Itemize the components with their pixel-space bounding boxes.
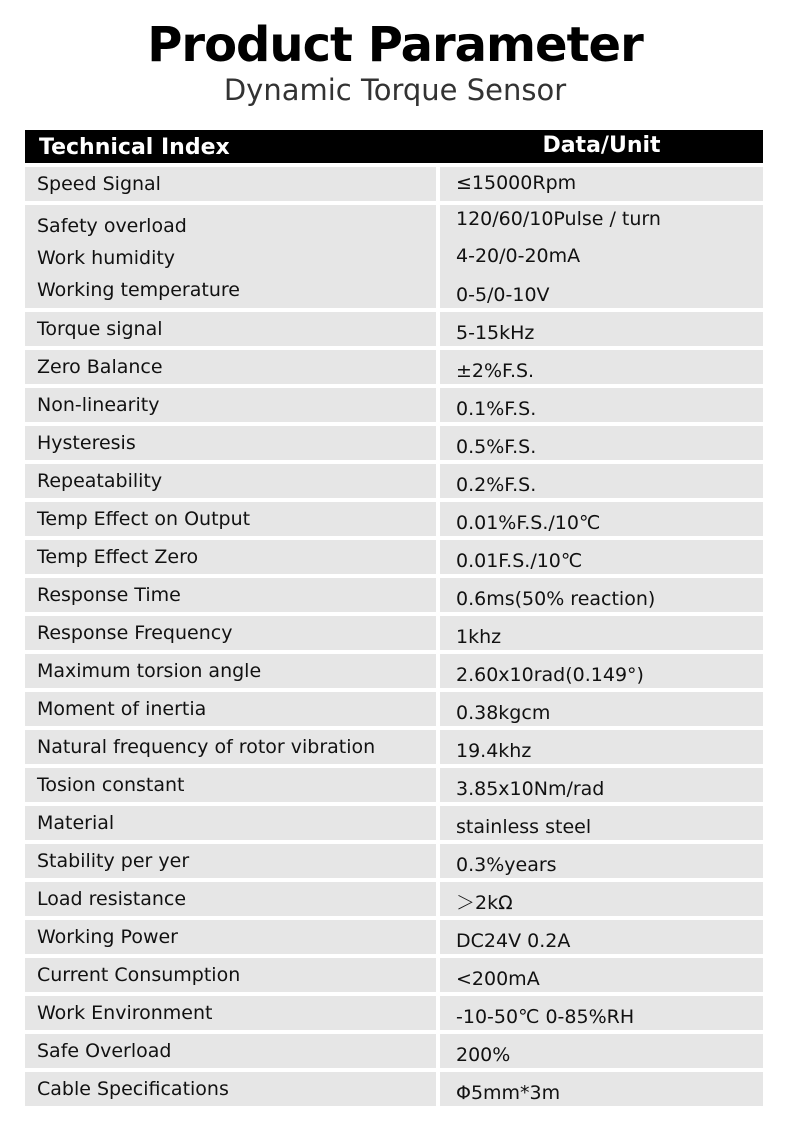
row-label-cell [25,616,436,650]
table-row [25,844,763,878]
row-label-cell [25,1034,436,1068]
row-value: 19.4khz [456,740,532,762]
row-label: Response Time [37,584,181,606]
row-label-cell [25,312,436,346]
row-value-cell [440,654,763,688]
row-label-cell [25,502,436,536]
table-row [25,312,763,346]
page-subtitle: Dynamic Torque Sensor [223,73,567,107]
table-row [25,464,763,498]
row-label: Repeatability [37,470,163,492]
row-label: Work humidity [37,247,176,269]
row-value: 0.2%F.S. [456,474,537,496]
row-value-cell [440,426,763,460]
row-label-cell [25,426,436,460]
row-label: Temp Effect Zero [37,546,199,568]
row-label-cell [25,350,436,384]
row-value-cell [440,996,763,1030]
parameter-table [25,130,763,1110]
row-label-cell [25,844,436,878]
row-label-cell [25,464,436,498]
row-label: Non-linearity [37,394,160,416]
header-data-unit: Data/Unit [542,133,661,158]
row-value: 200% [456,1044,511,1066]
table-row [25,1034,763,1068]
row-label: Tosion constant [37,774,185,796]
row-label-cell [25,654,436,688]
row-value-cell [440,464,763,498]
table-row [25,768,763,802]
row-label: Maximum torsion angle [37,660,262,682]
row-value: 2.60x10rad(0.149°) [456,664,644,686]
table-row [25,730,763,764]
table-row [25,426,763,460]
row-label: Safety overload [37,215,187,237]
row-label: Hysteresis [37,432,136,454]
row-value: -10-50℃ 0-85%RH [456,1006,635,1028]
row-label-cell [25,167,436,201]
row-value: 120/60/10Pulse / turn [456,208,661,230]
row-label-cell [25,920,436,954]
row-value: ≤15000Rpm [456,172,577,194]
row-value-cell [440,388,763,422]
row-value: 0-5/0-10V [456,284,550,306]
table-row [25,1072,763,1106]
row-label-cell [25,996,436,1030]
row-value: 0.01%F.S./10℃ [456,512,601,534]
row-label-cell [25,730,436,764]
row-value: 0.1%F.S. [456,398,537,420]
row-value-cell [440,205,763,308]
page-title: Product Parameter [147,17,643,73]
row-value-cell [440,167,763,201]
row-value: ＞2kΩ [456,892,513,914]
row-value: ±2%F.S. [456,360,535,382]
table-row [25,502,763,536]
row-value-cell [440,882,763,916]
table-row [25,654,763,688]
row-value-cell [440,502,763,536]
header-technical-index: Technical Index [39,135,230,160]
row-label-cell [25,958,436,992]
row-label-cell [25,1072,436,1106]
row-value-cell [440,958,763,992]
row-value-cell [440,730,763,764]
row-label: Stability per yer [37,850,190,872]
row-value: 1khz [456,626,502,648]
row-label: Work Environment [37,1002,213,1024]
row-value: 0.3%years [456,854,557,876]
table-row-group [25,205,763,308]
table-row [25,958,763,992]
row-value: 0.38kgcm [456,702,551,724]
table-row [25,388,763,422]
row-label: Temp Effect on Output [37,508,251,530]
row-label: Response Frequency [37,622,233,644]
row-label: Natural frequency of rotor vibration [37,736,376,758]
row-label: Working Power [37,926,178,948]
row-label: Zero Balance [37,356,163,378]
table-row [25,806,763,840]
row-label: Material [37,812,115,834]
row-label: Moment of inertia [37,698,207,720]
table-row [25,167,763,201]
row-label: Load resistance [37,888,187,910]
table-row [25,540,763,574]
table-row [25,578,763,612]
row-label: Safe Overload [37,1040,172,1062]
row-value: 3.85x10Nm/rad [456,778,605,800]
table-body [25,312,763,1106]
table-row [25,616,763,650]
row-value-cell [440,768,763,802]
row-value-cell [440,1072,763,1106]
row-value-cell [440,806,763,840]
row-value: 0.01F.S./10℃ [456,550,583,572]
table-row [25,920,763,954]
row-label-cell [25,692,436,726]
row-value-cell [440,616,763,650]
row-value: <200mA [456,968,540,990]
row-label-cell [25,806,436,840]
row-label: Working temperature [37,279,240,301]
table-row [25,996,763,1030]
row-value-cell [440,350,763,384]
row-value: 5-15kHz [456,322,535,344]
row-label: Torque signal [37,318,163,340]
row-label-cell [25,768,436,802]
row-label: Cable Specifications [37,1078,229,1100]
row-label: Current Consumption [37,964,241,986]
row-label-cell [25,388,436,422]
row-value: 0.6ms(50% reaction) [456,588,656,610]
row-value-cell [440,692,763,726]
row-value-cell [440,578,763,612]
row-value-cell [440,1034,763,1068]
row-label-cell [25,882,436,916]
row-value: DC24V 0.2A [456,930,571,952]
row-value-cell [440,540,763,574]
row-value: stainless steel [456,816,592,838]
row-value: 4-20/0-20mA [456,245,581,267]
row-value: 0.5%F.S. [456,436,537,458]
row-label-cell [25,540,436,574]
table-header [25,130,763,163]
row-value-cell [440,920,763,954]
row-value-cell [440,312,763,346]
table-row [25,692,763,726]
row-value: Φ5mm*3m [456,1082,561,1104]
row-value-cell [440,844,763,878]
table-row [25,882,763,916]
row-label-cell [25,578,436,612]
row-label: Speed Signal [37,173,161,195]
row-label-cell [25,205,436,308]
table-row [25,350,763,384]
